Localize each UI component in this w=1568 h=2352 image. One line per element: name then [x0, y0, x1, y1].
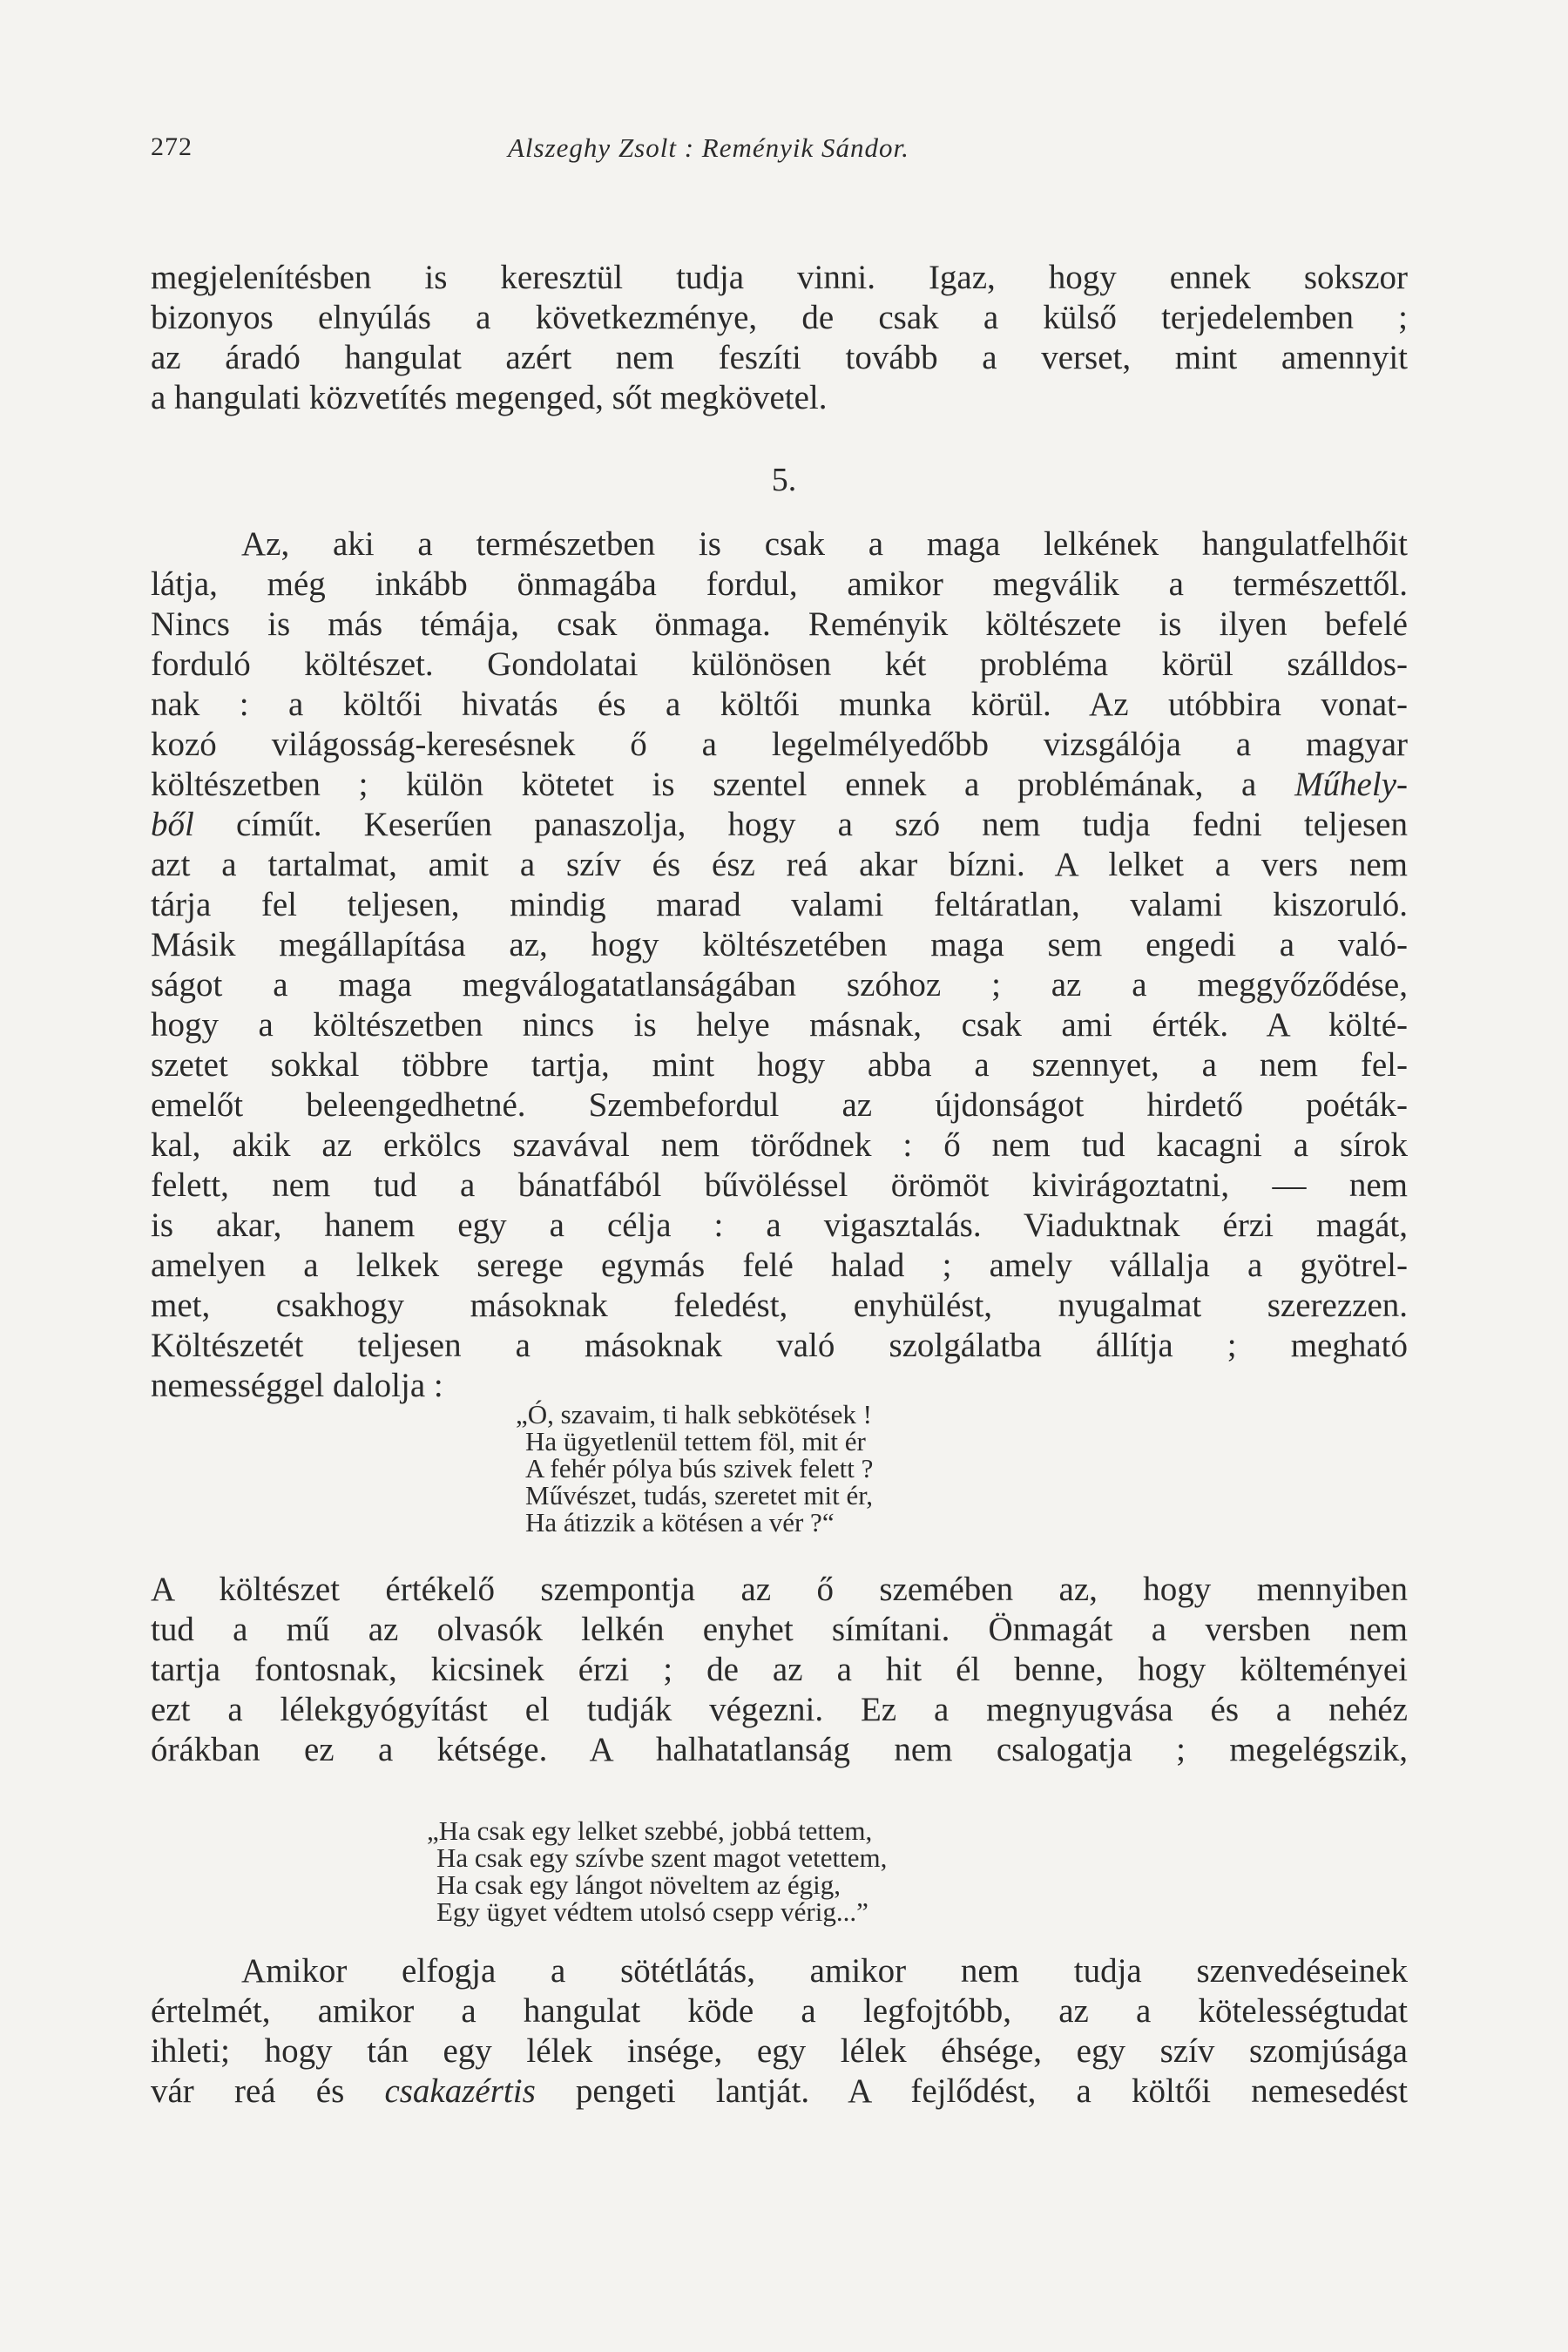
poem-line: Ha csak egy szívbe szent magot vetettem,: [436, 1842, 888, 1873]
text-line: értelmét, amikor a hangulat köde a legfojtóbb, az a kötelességtudat: [151, 1992, 1408, 2030]
text-line: ihleti; hogy tán egy lélek insége, egy lélek éhsége, egy szív szomjúsága: [151, 2032, 1408, 2070]
paragraph-after-poem-1: [151, 1570, 1408, 1770]
text-line: órákban ez a kétsége. A halhatatlanság nem csalogatja ; megelégszik,: [151, 1731, 1408, 1768]
poem-line: Művészet, tudás, szeretet mit ér,: [525, 1480, 874, 1511]
page-number: 272: [151, 132, 193, 161]
book-title-italic: ből: [151, 806, 194, 843]
text-line: [151, 765, 1408, 805]
running-head: [151, 132, 1405, 176]
paragraph-main: [151, 524, 1408, 1406]
poem-line: Egy ügyet védtem utolsó csepp vérig...”: [436, 1896, 868, 1927]
poem-line: Ha csak egy lángot növeltem az égig,: [436, 1869, 841, 1900]
text-segment: címűt. Keserűen panaszolja, hogy a szó nem tudja fedni teljesen: [193, 806, 1408, 843]
text-line: azt a tartalmat, amit a szív és ész reá akar bízni. A lelket a vers nem: [151, 846, 1408, 883]
poem-line: „Ó, szavaim, ti halk sebkötések !: [516, 1399, 872, 1429]
text-line: nemességgel dalolja :: [151, 1367, 443, 1404]
text-line: amelyen a lelkek serege egymás felé halad ; amely vállalja a gyötrel-: [151, 1247, 1408, 1284]
poem-line: Ha ügyetlenül tettem föl, mit ér: [525, 1426, 866, 1456]
text-segment: költészetben ; külön kötetet is szentel ennek a problémának, a: [151, 766, 1295, 803]
paragraph-last: [151, 1951, 1408, 2112]
poem-quote-2: [427, 1817, 887, 1925]
section-number-text: 5.: [771, 462, 797, 498]
text-line: felett, nem tud a bánatfából bűvöléssel örömöt kivirágoztatni, — nem: [151, 1166, 1408, 1204]
text-line: a hangulati közvetítés megenged, sőt megkövetel.: [151, 379, 828, 416]
text-line: Nincs is más témája, csak önmaga. Reményik költészete is ilyen befelé: [151, 605, 1408, 643]
text-segment: pengeti lantját. A fejlődést, a költői nemesedést: [535, 2072, 1408, 2110]
text-line: ezt a lélekgyógyítást el tudják végezni. Ez a megnyugvása és a nehéz: [151, 1691, 1408, 1728]
text-line: emelőt beleengedhetné. Szembefordul az újdonságot hirdető poéták-: [151, 1086, 1408, 1124]
poem-line: A fehér pólya bús szivek felett ?: [525, 1453, 874, 1484]
poem-line: Ha átizzik a kötésen a vér ?“: [525, 1507, 835, 1538]
text-line: tartja fontosnak, kicsinek érzi ; de az a hit él benne, hogy költeményei: [151, 1651, 1408, 1688]
book-title-italic: Műhely-: [1294, 766, 1408, 803]
text-line: A költészet értékelő szempontja az ő szemében az, hogy mennyiben: [151, 1571, 1408, 1608]
text-line: tud a mű az olvasók lelkén enyhet símítani. Önmagát a versben nem: [151, 1611, 1408, 1648]
section-number: [0, 460, 1568, 500]
text-line: tárja fel teljesen, mindig marad valami feltáratlan, valami kiszoruló.: [151, 886, 1408, 923]
text-line: látja, még inkább önmagába fordul, amikor megválik a természettől.: [151, 565, 1408, 603]
text-line: [151, 2072, 1408, 2112]
text-line: bizonyos elnyúlás a következménye, de csak a külső terjedelemben ;: [151, 299, 1408, 336]
text-line: Az, aki a természetben is csak a maga lelkének hangulatfelhőit: [241, 525, 1408, 563]
text-line: forduló költészet. Gondolatai különösen két probléma körül szálldos-: [151, 645, 1408, 683]
paragraph-continuation: [151, 258, 1408, 418]
text-line: nak : a költői hivatás és a költői munka körül. Az utóbbira vonat-: [151, 686, 1408, 723]
text-line: ságot a maga megválogatatlanságában szóhoz ; az a meggyőződése,: [151, 966, 1408, 1004]
text-line: met, csakhogy másoknak feledést, enyhülést, nyugalmat szerezzen.: [151, 1287, 1408, 1324]
text-segment: vár reá és: [151, 2072, 385, 2110]
text-line: szetet sokkal többre tartja, mint hogy abba a szennyet, a nem fel-: [151, 1046, 1408, 1084]
poem-quote-1: [516, 1401, 873, 1536]
text-line: is akar, hanem egy a célja : a vigasztalás. Viaduktnak érzi magát,: [151, 1206, 1408, 1244]
text-line: [151, 805, 1408, 845]
text-line: kozó világosság-keresésnek ő a legelmélyedőbb vizsgálója a magyar: [151, 726, 1408, 763]
text-line: megjelenítésben is keresztül tudja vinni. Igaz, hogy ennek sokszor: [151, 259, 1408, 296]
text-line: hogy a költészetben nincs is helye másnak, csak ami érték. A költé-: [151, 1006, 1408, 1044]
emphasis-italic: csakazértis: [384, 2072, 536, 2110]
text-line: Költészetét teljesen a másoknak való szolgálatba állítja ; megható: [151, 1327, 1408, 1364]
text-line: Amikor elfogja a sötétlátás, amikor nem tudja szenvedéseinek: [241, 1952, 1408, 1990]
text-line: az áradó hangulat azért nem feszíti tovább a verset, mint amennyit: [151, 339, 1408, 376]
poem-line: „Ha csak egy lelket szebbé, jobbá tettem,: [427, 1815, 873, 1846]
header-title: Alszeghy Zsolt : Reményik Sándor.: [508, 132, 909, 163]
text-line: Másik megállapítása az, hogy költészetében maga sem engedi a való-: [151, 926, 1408, 963]
text-line: kal, akik az erkölcs szavával nem törődnek : ő nem tud kacagni a sírok: [151, 1126, 1408, 1164]
